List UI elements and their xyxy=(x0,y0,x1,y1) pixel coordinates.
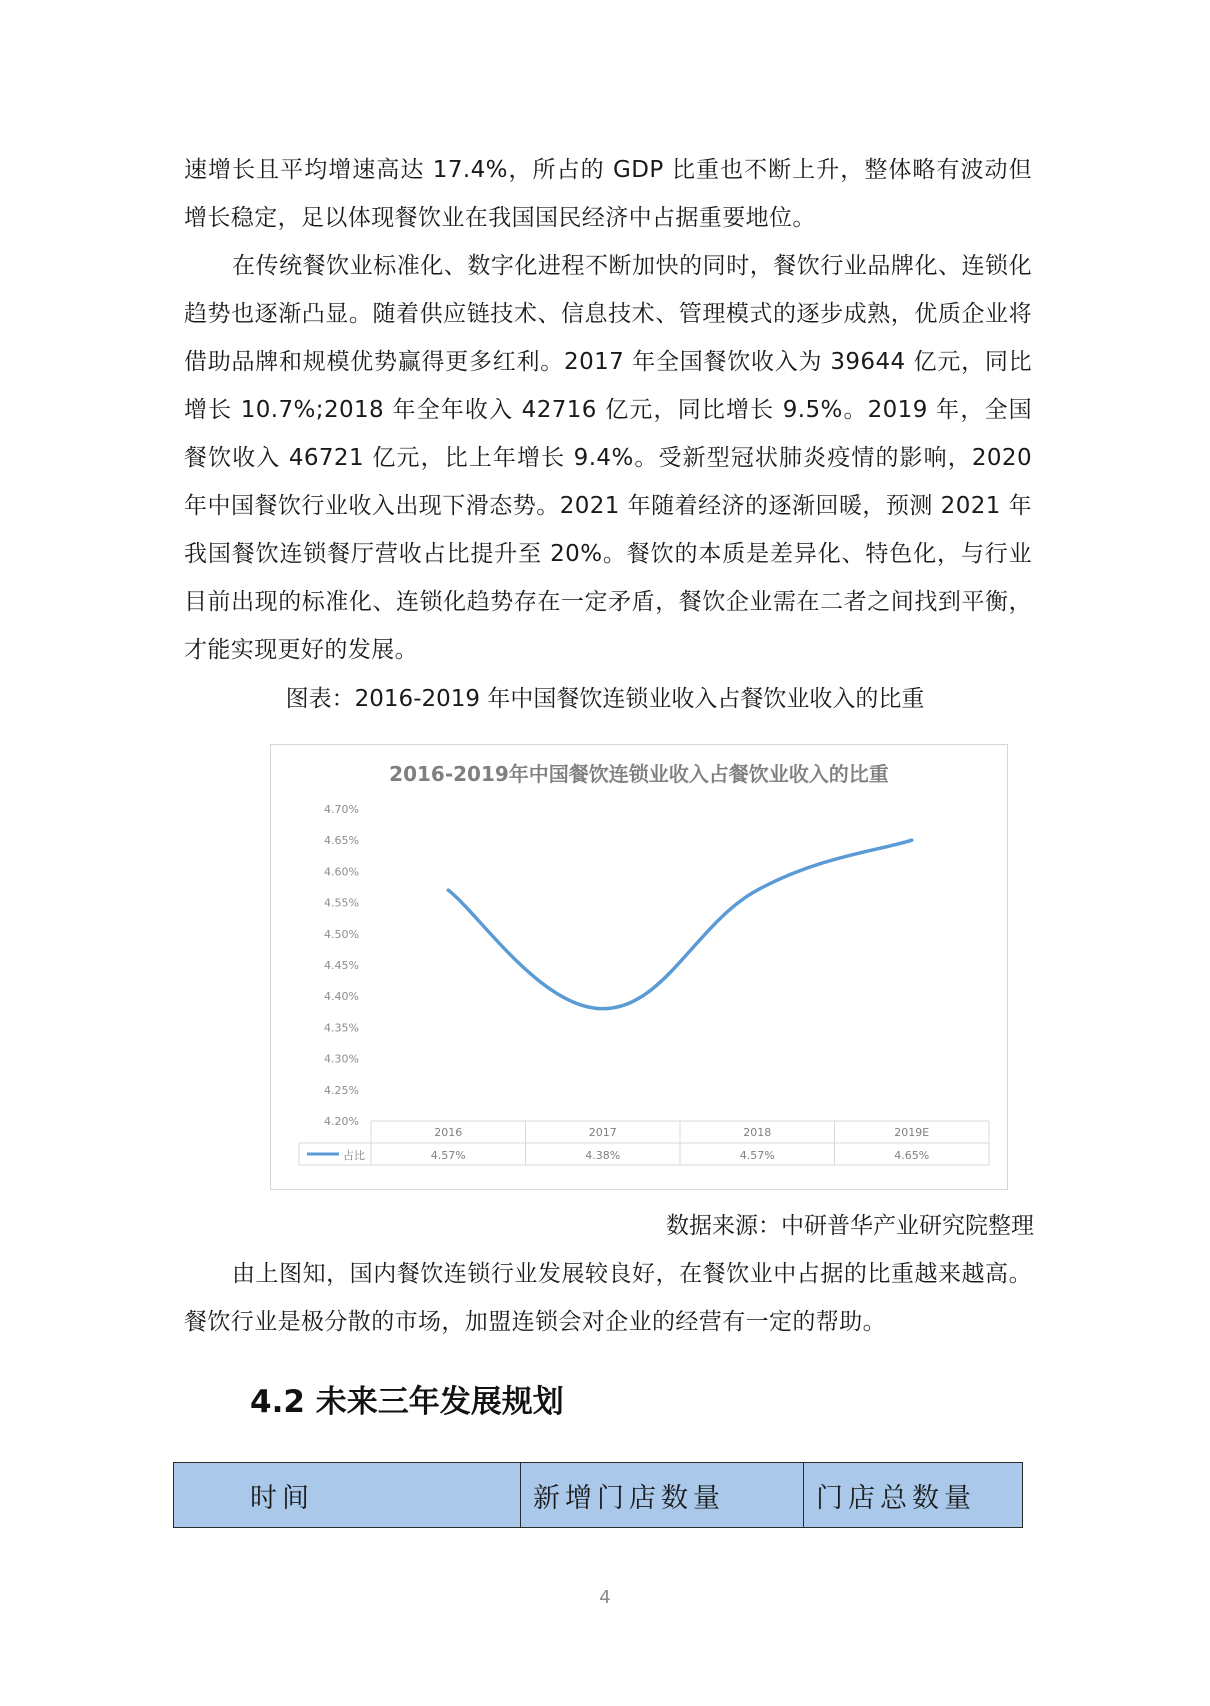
table-header-total-stores: 门店总数量 xyxy=(804,1463,1023,1528)
table-header-new-stores: 新增门店数量 xyxy=(521,1463,804,1528)
data-label: 4.65% xyxy=(894,1149,930,1162)
figure-caption: 图表：2016-2019 年中国餐饮连锁业收入占餐饮业收入的比重 xyxy=(285,686,925,712)
chart-title: 2016-2019年中国餐饮连锁业收入占餐饮业收入的比重 xyxy=(389,762,889,786)
series-line xyxy=(448,840,912,1008)
paragraph-chain-trend: 在传统餐饮业标准化、数字化进程不断加快的同时，餐饮行业品牌化、连锁化趋势也逐渐凸显。随着供应链技术、信息技术、管理模式的逐步成熟，优质企业将借助品牌和规模优势赢得更多红利。2017 年全国餐饮收入为 39644 亿元，同比增长 10.7%;2018 年全年收入 42716 亿元，同比增长 9.5%。2019 年，全国餐饮收入 46721 亿元，比上年增长 9.4%。受新型冠状肺炎疫情的影响，2020 年中国餐饮行业收入出现下滑态势。2021 年随着经济的逐渐回暖，预测 2021 年我国餐饮连锁餐厅营收占比提升至 20%。餐饮的本质是差异化、特色化，与行业目前出现的标准化、连锁化趋势存在一定矛盾，餐饮企业需在二者之间找到平衡，才能实现更好的发展。 xyxy=(184,253,1032,663)
chart-data-table xyxy=(299,1121,989,1165)
y-tick-label: 4.50% xyxy=(324,927,359,941)
data-label: 4.57% xyxy=(739,1149,775,1162)
y-tick-label: 4.70% xyxy=(324,803,359,816)
table-header-time: 时间 xyxy=(174,1463,521,1528)
y-tick-label: 4.40% xyxy=(324,990,359,1004)
page-number: 4 xyxy=(599,1587,611,1608)
legend-label: 占比 xyxy=(343,1149,365,1162)
data-label: 4.38% xyxy=(585,1149,621,1162)
y-tick-label: 4.35% xyxy=(324,1021,359,1035)
y-tick-label: 4.45% xyxy=(324,959,359,972)
paragraph-gdp-growth: 速增长且平均增速高达 17.4%，所占的 GDP 比重也不断上升，整体略有波动但增长稳定，足以体现餐饮业在我国国民经济中占据重要地位。 xyxy=(184,157,1032,231)
y-tick-label: 4.60% xyxy=(324,865,359,879)
plan-table xyxy=(173,1462,1023,1528)
paragraph-conclusion: 由上图知，国内餐饮连锁行业发展较良好，在餐饮业中占据的比重越来越高。餐饮行业是极分散的市场，加盟连锁会对企业的经营有一定的帮助。 xyxy=(184,1261,1032,1335)
y-tick-label: 4.20% xyxy=(324,1115,359,1128)
data-label: 4.57% xyxy=(430,1149,466,1162)
y-tick-label: 4.30% xyxy=(324,1052,359,1066)
y-tick-label: 4.25% xyxy=(324,1083,359,1097)
chart-svg xyxy=(271,745,1007,1189)
x-tick-label: 2018 xyxy=(743,1126,772,1139)
section-heading: 4.2 未来三年发展规划 xyxy=(250,1384,564,1420)
data-source: 数据来源：中研普华产业研究院整理 xyxy=(666,1213,1034,1239)
y-axis xyxy=(324,803,359,1128)
line-chart xyxy=(270,744,1008,1190)
table-header-row xyxy=(174,1463,1023,1528)
plot-area xyxy=(448,840,912,1009)
x-tick-label: 2016 xyxy=(434,1126,463,1139)
y-tick-label: 4.55% xyxy=(324,896,359,910)
y-tick-label: 4.65% xyxy=(324,834,359,848)
x-tick-label: 2019E xyxy=(894,1126,930,1139)
x-tick-label: 2017 xyxy=(588,1126,617,1139)
